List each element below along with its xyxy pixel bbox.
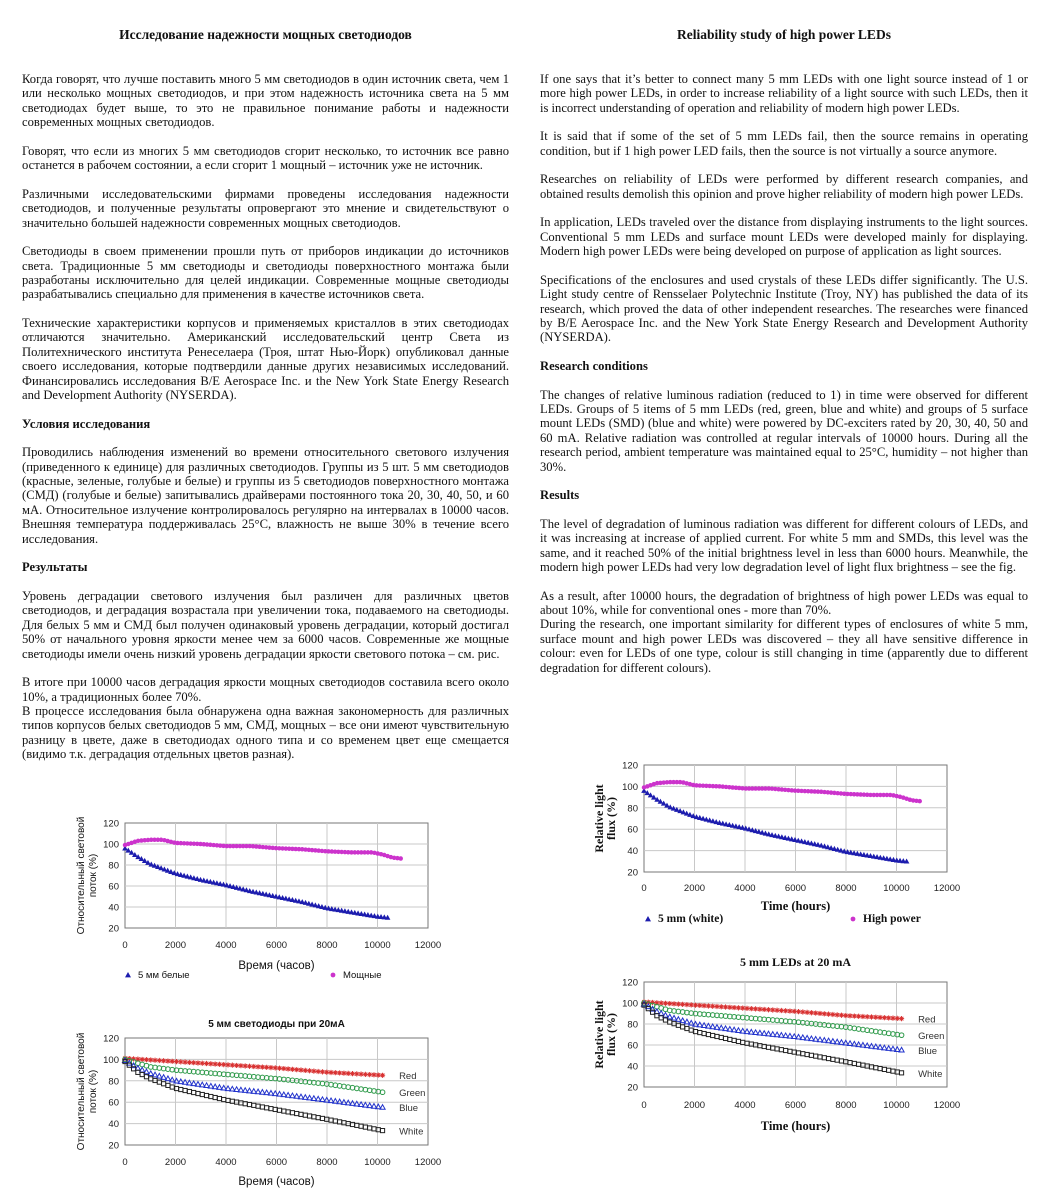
x-tick-label: 0 bbox=[641, 883, 647, 894]
y-tick-label: 80 bbox=[627, 803, 638, 815]
x-axis-label: Time (hours) bbox=[760, 1119, 831, 1133]
x-axis-label: Время (часов) bbox=[238, 1176, 315, 1188]
y-axis-label: поток (%) bbox=[88, 1069, 99, 1114]
x-tick-label: 6000 bbox=[265, 1157, 288, 1168]
x-tick-label: 10000 bbox=[364, 940, 391, 951]
x-tick-label: 2000 bbox=[164, 940, 187, 951]
x-tick-label: 8000 bbox=[835, 883, 857, 894]
chart-en-power-vs-5mm bbox=[592, 761, 960, 926]
y-tick-label: 20 bbox=[627, 1082, 638, 1094]
section-heading-results: Results bbox=[540, 488, 580, 503]
y-tick-label: 100 bbox=[622, 998, 638, 1010]
data-point bbox=[917, 799, 921, 803]
y-tick-label: 40 bbox=[108, 1119, 119, 1131]
y-tick-label: 20 bbox=[108, 923, 119, 935]
y-tick-label: 120 bbox=[103, 1033, 119, 1045]
y-axis-label: Relative light bbox=[592, 1000, 606, 1069]
x-tick-label: 4000 bbox=[734, 883, 756, 894]
data-point bbox=[645, 916, 651, 921]
y-tick-label: 100 bbox=[103, 1054, 119, 1066]
legend-label: High power bbox=[863, 913, 921, 925]
chart-title: 5 mm LEDs at 20 mA bbox=[740, 955, 851, 969]
x-tick-label: 4000 bbox=[215, 1157, 237, 1168]
x-tick-label: 12000 bbox=[414, 1157, 442, 1168]
series-end-label: Blue bbox=[918, 1045, 938, 1057]
y-tick-label: 120 bbox=[622, 977, 638, 989]
x-axis-label: Time (hours) bbox=[760, 899, 831, 913]
legend-label: 5 mm (white) bbox=[658, 913, 724, 925]
data-point bbox=[851, 917, 856, 922]
x-tick-label: 12000 bbox=[933, 1100, 961, 1111]
y-tick-label: 20 bbox=[627, 867, 638, 879]
paragraph: Говорят, что если из многих 5 мм светодиодов сгорит несколько, то источник все равно останется в рабочем состоянии, а если сгорит 1 мощный – источник уже не источник. bbox=[22, 143, 509, 173]
section-heading-conditions: Условия исследования bbox=[22, 416, 151, 431]
paragraph: В процессе исследования была обнаружена одна важная закономерность для различных типов корпусов белых светодиодов 5 мм, СМД, мощных – все они имеют чувствительную разницу в цвете, даже в светодиодах одного типа и со временем цвет еще смещается (видимо т.к. деградация отдельных цветов разная). bbox=[22, 703, 509, 762]
y-tick-label: 40 bbox=[627, 846, 638, 858]
y-tick-label: 60 bbox=[108, 1097, 119, 1109]
x-tick-label: 0 bbox=[122, 940, 128, 951]
x-tick-label: 6000 bbox=[265, 940, 288, 951]
paragraph: Уровень деградации светового излучения был различен для различных цветов светодиодов, и деградация возрастала при увеличении тока, подаваемого на светодиоды. Для белых 5 мм и СМД был получен одинаковый уровень деградации, который достигал 50% от начального уровня яркости менее чем за 6000 часов. Современные же мощные светодиоды имели очень низкий уровень деградации яркости светового потока – см. рис. bbox=[22, 588, 509, 661]
paragraph: Светодиоды в своем применении прошли путь от приборов индикации до источников света. Традиционные 5 мм светодиоды и светодиоды поверхностного монтажа были разработаны исключительно для целей индикации. Современные мощные светодиоды разрабатывались специально для применения в качестве источников света. bbox=[22, 244, 509, 302]
series-end-label: Green bbox=[399, 1088, 426, 1100]
paragraph: The level of degradation of luminous radiation was different for different colours of LEDs, and it was increasing at increase of applied current. For white 5 mm and SMDs, this level was the same, and it reached 50% of the initial brightness level in less than 6000 hours. Meanwhile, the modern high power LEDs had very low degradation level of light flux brightness – see the fig. bbox=[540, 516, 1028, 575]
data-point bbox=[899, 1016, 904, 1021]
y-tick-label: 120 bbox=[103, 818, 119, 830]
series-end-label: Red bbox=[918, 1014, 936, 1026]
y-axis-label: flux (%) bbox=[604, 797, 618, 840]
series-end-label: Blue bbox=[399, 1103, 419, 1115]
y-tick-label: 80 bbox=[627, 1019, 638, 1031]
paragraph: As a result, after 10000 hours, the degradation of brightness of high power LEDs was equal to about 10%, while for conventional ones - more than 70%. bbox=[540, 588, 1028, 618]
series-end-label: White bbox=[399, 1126, 424, 1138]
y-axis-label: поток (%) bbox=[88, 853, 99, 898]
x-tick-label: 0 bbox=[122, 1157, 128, 1168]
chart-ru-power-vs-5mm bbox=[76, 817, 441, 981]
chart-title: 5 мм светодиоды при 20мА bbox=[208, 1019, 345, 1030]
x-tick-label: 4000 bbox=[734, 1100, 756, 1111]
series-end-label: Red bbox=[399, 1070, 417, 1082]
paragraph: During the research, one important similarity for different types of enclosures of white 5 mm, surface mount and high power LEDs was discovered – they all have sensitive difference in colour: even for LEDs of one type, colour is still changing in time (apparently due to different degradation for different colours). bbox=[540, 617, 1028, 675]
x-tick-label: 12000 bbox=[414, 940, 442, 951]
legend-label: 5 мм белые bbox=[138, 970, 190, 981]
x-tick-label: 8000 bbox=[835, 1100, 857, 1111]
y-axis-label: flux (%) bbox=[604, 1013, 618, 1056]
x-tick-label: 10000 bbox=[883, 1100, 910, 1111]
x-tick-label: 8000 bbox=[316, 940, 338, 951]
x-tick-label: 2000 bbox=[683, 883, 706, 894]
y-axis-label: Относительный световой bbox=[76, 816, 87, 935]
russian-title: Исследование надежности мощных светодиодов bbox=[119, 27, 412, 42]
paragraph: The changes of relative luminous radiation (reduced to 1) in time were observed for different LEDs. Groups of 5 items of 5 mm LEDs (red, green, blue and white) and groups of 5 surface mount LEDs (SMD) (blue and white) were powered by DC-exciters rated by 20, 30, 40, 50 and 60 mA. Relative radiation was controlled at regular intervals of 10000 hours. During all the research period, ambient temperature was maintained equal to 25°C, humidity – not higher than 30%. bbox=[540, 387, 1028, 474]
paragraph: Specifications of the enclosures and used crystals of these LEDs differ significantly. The U.S. Light study centre of Rensselaer Polytechnic Institute (Troy, NY) has published the data of its research, which proved the data of other independent researches. The researches were financed by B/E Aerospace Inc. and the New York State Energy Research and Development Authority (NYSERDA). bbox=[540, 272, 1028, 345]
paragraph: В итоге при 10000 часов деградация яркости мощных светодиодов составила всего около 10%, а традиционных более 70%. bbox=[22, 675, 509, 704]
paragraph: Проводились наблюдения изменений во времени относительного светового излучения (приведенного к единице) для различных светодиодов. Группы из 5 шт. 5 мм светодиодов (красные, зеленые, голубые и белые) и группы из 5 светодиодов поверхностного монтажа (СМД) (голубые и белые) запитывались драйверами постоянного тока 20, 30, 40, 50, и 60 мА. Относительное излучение контролировалось регулярно на интервалах в 10000 часов. Внешняя температура поддерживалась 25°C, влажность не выше 30% в течение всего исследования. bbox=[22, 445, 509, 546]
x-tick-label: 2000 bbox=[683, 1100, 706, 1111]
section-heading-results: Результаты bbox=[22, 560, 88, 575]
y-tick-label: 40 bbox=[108, 902, 119, 914]
y-tick-label: 120 bbox=[622, 760, 638, 772]
data-point bbox=[398, 856, 402, 860]
chart-en-5mm-20ma bbox=[592, 955, 960, 1133]
paragraph: Технические характеристики корпусов и применяемых кристаллов в этих светодиодах отличаются значительно. Американский исследовательский центр Света из Политехнического института Ренеселаера (Троя, штат Нью-Йорк) опубликовал данные своего исследования, которые подтвердили данные других независимых исследований. Финансировались исследования B/E Aerospace Inc. и the New York State Energy Research and Development Authority (NYSERDA). bbox=[22, 316, 509, 403]
y-axis-label: Relative light bbox=[592, 784, 606, 853]
x-tick-label: 0 bbox=[641, 1100, 647, 1111]
y-tick-label: 60 bbox=[108, 881, 119, 893]
paragraph: Различными исследовательскими фирмами проведены исследования надежности светодиодов, и полученные результаты опровергают это мнение и свидетельствуют о значительно большей надежности современных мощных светодиодов. bbox=[22, 186, 509, 230]
series-end-label: Green bbox=[918, 1031, 945, 1043]
x-tick-label: 6000 bbox=[784, 1100, 807, 1111]
x-tick-label: 6000 bbox=[784, 883, 807, 894]
y-tick-label: 60 bbox=[627, 824, 638, 836]
x-tick-label: 12000 bbox=[933, 883, 961, 894]
x-tick-label: 10000 bbox=[883, 883, 910, 894]
data-point bbox=[331, 973, 336, 978]
legend-label: Мощные bbox=[343, 970, 382, 981]
series-end-label: White bbox=[918, 1068, 943, 1080]
y-tick-label: 60 bbox=[627, 1040, 638, 1052]
x-axis-label: Время (часов) bbox=[238, 960, 315, 972]
y-axis-label: Относительный световой bbox=[76, 1032, 87, 1151]
x-tick-label: 8000 bbox=[316, 1157, 338, 1168]
y-tick-label: 20 bbox=[108, 1140, 119, 1152]
data-point bbox=[125, 972, 131, 977]
paragraph: If one says that it’s better to connect many 5 mm LEDs with one light source instead of 1 or more high power LEDs, in order to increase reliability of a light source with such LEDs, then it is incorrect understanding of operation and reliability of modern high power LEDs. bbox=[540, 72, 1028, 115]
section-heading-conditions: Research conditions bbox=[540, 359, 648, 374]
english-title: Reliability study of high power LEDs bbox=[677, 27, 891, 42]
data-point bbox=[380, 1073, 385, 1078]
y-tick-label: 80 bbox=[108, 860, 119, 872]
y-tick-label: 100 bbox=[103, 839, 119, 851]
y-tick-label: 80 bbox=[108, 1076, 119, 1088]
x-tick-label: 10000 bbox=[364, 1157, 391, 1168]
y-tick-label: 100 bbox=[622, 781, 638, 793]
x-tick-label: 4000 bbox=[215, 940, 237, 951]
paragraph: In application, LEDs traveled over the distance from displaying instruments to the light sources. Conventional 5 mm LEDs and surface mount LEDs were developed mainly for displaying. Modern high power LEDs were being developed on purpose of application as light sources. bbox=[540, 215, 1028, 259]
paragraph: Когда говорят, что лучше поставить много 5 мм светодиодов в один источник света, чем 1 или несколько мощных светодиодов, и при этом надежность источника света на 5 мм светодиодах будет выше, то это не правильное понимание работы и надежности современных мощных светодиодов. bbox=[22, 72, 509, 130]
paragraph: It is said that if some of the set of 5 mm LEDs fail, then the source remains in operating condition, but if 1 high power LED fails, then the source is not virtually a source anymore. bbox=[540, 129, 1028, 158]
paragraph: Researches on reliability of LEDs were performed by different research companies, and obtained results demolish this opinion and prove higher reliability of modern high power LEDs. bbox=[540, 172, 1028, 201]
chart-ru-5mm-20ma bbox=[76, 1019, 441, 1188]
y-tick-label: 40 bbox=[627, 1061, 638, 1073]
x-tick-label: 2000 bbox=[164, 1157, 187, 1168]
